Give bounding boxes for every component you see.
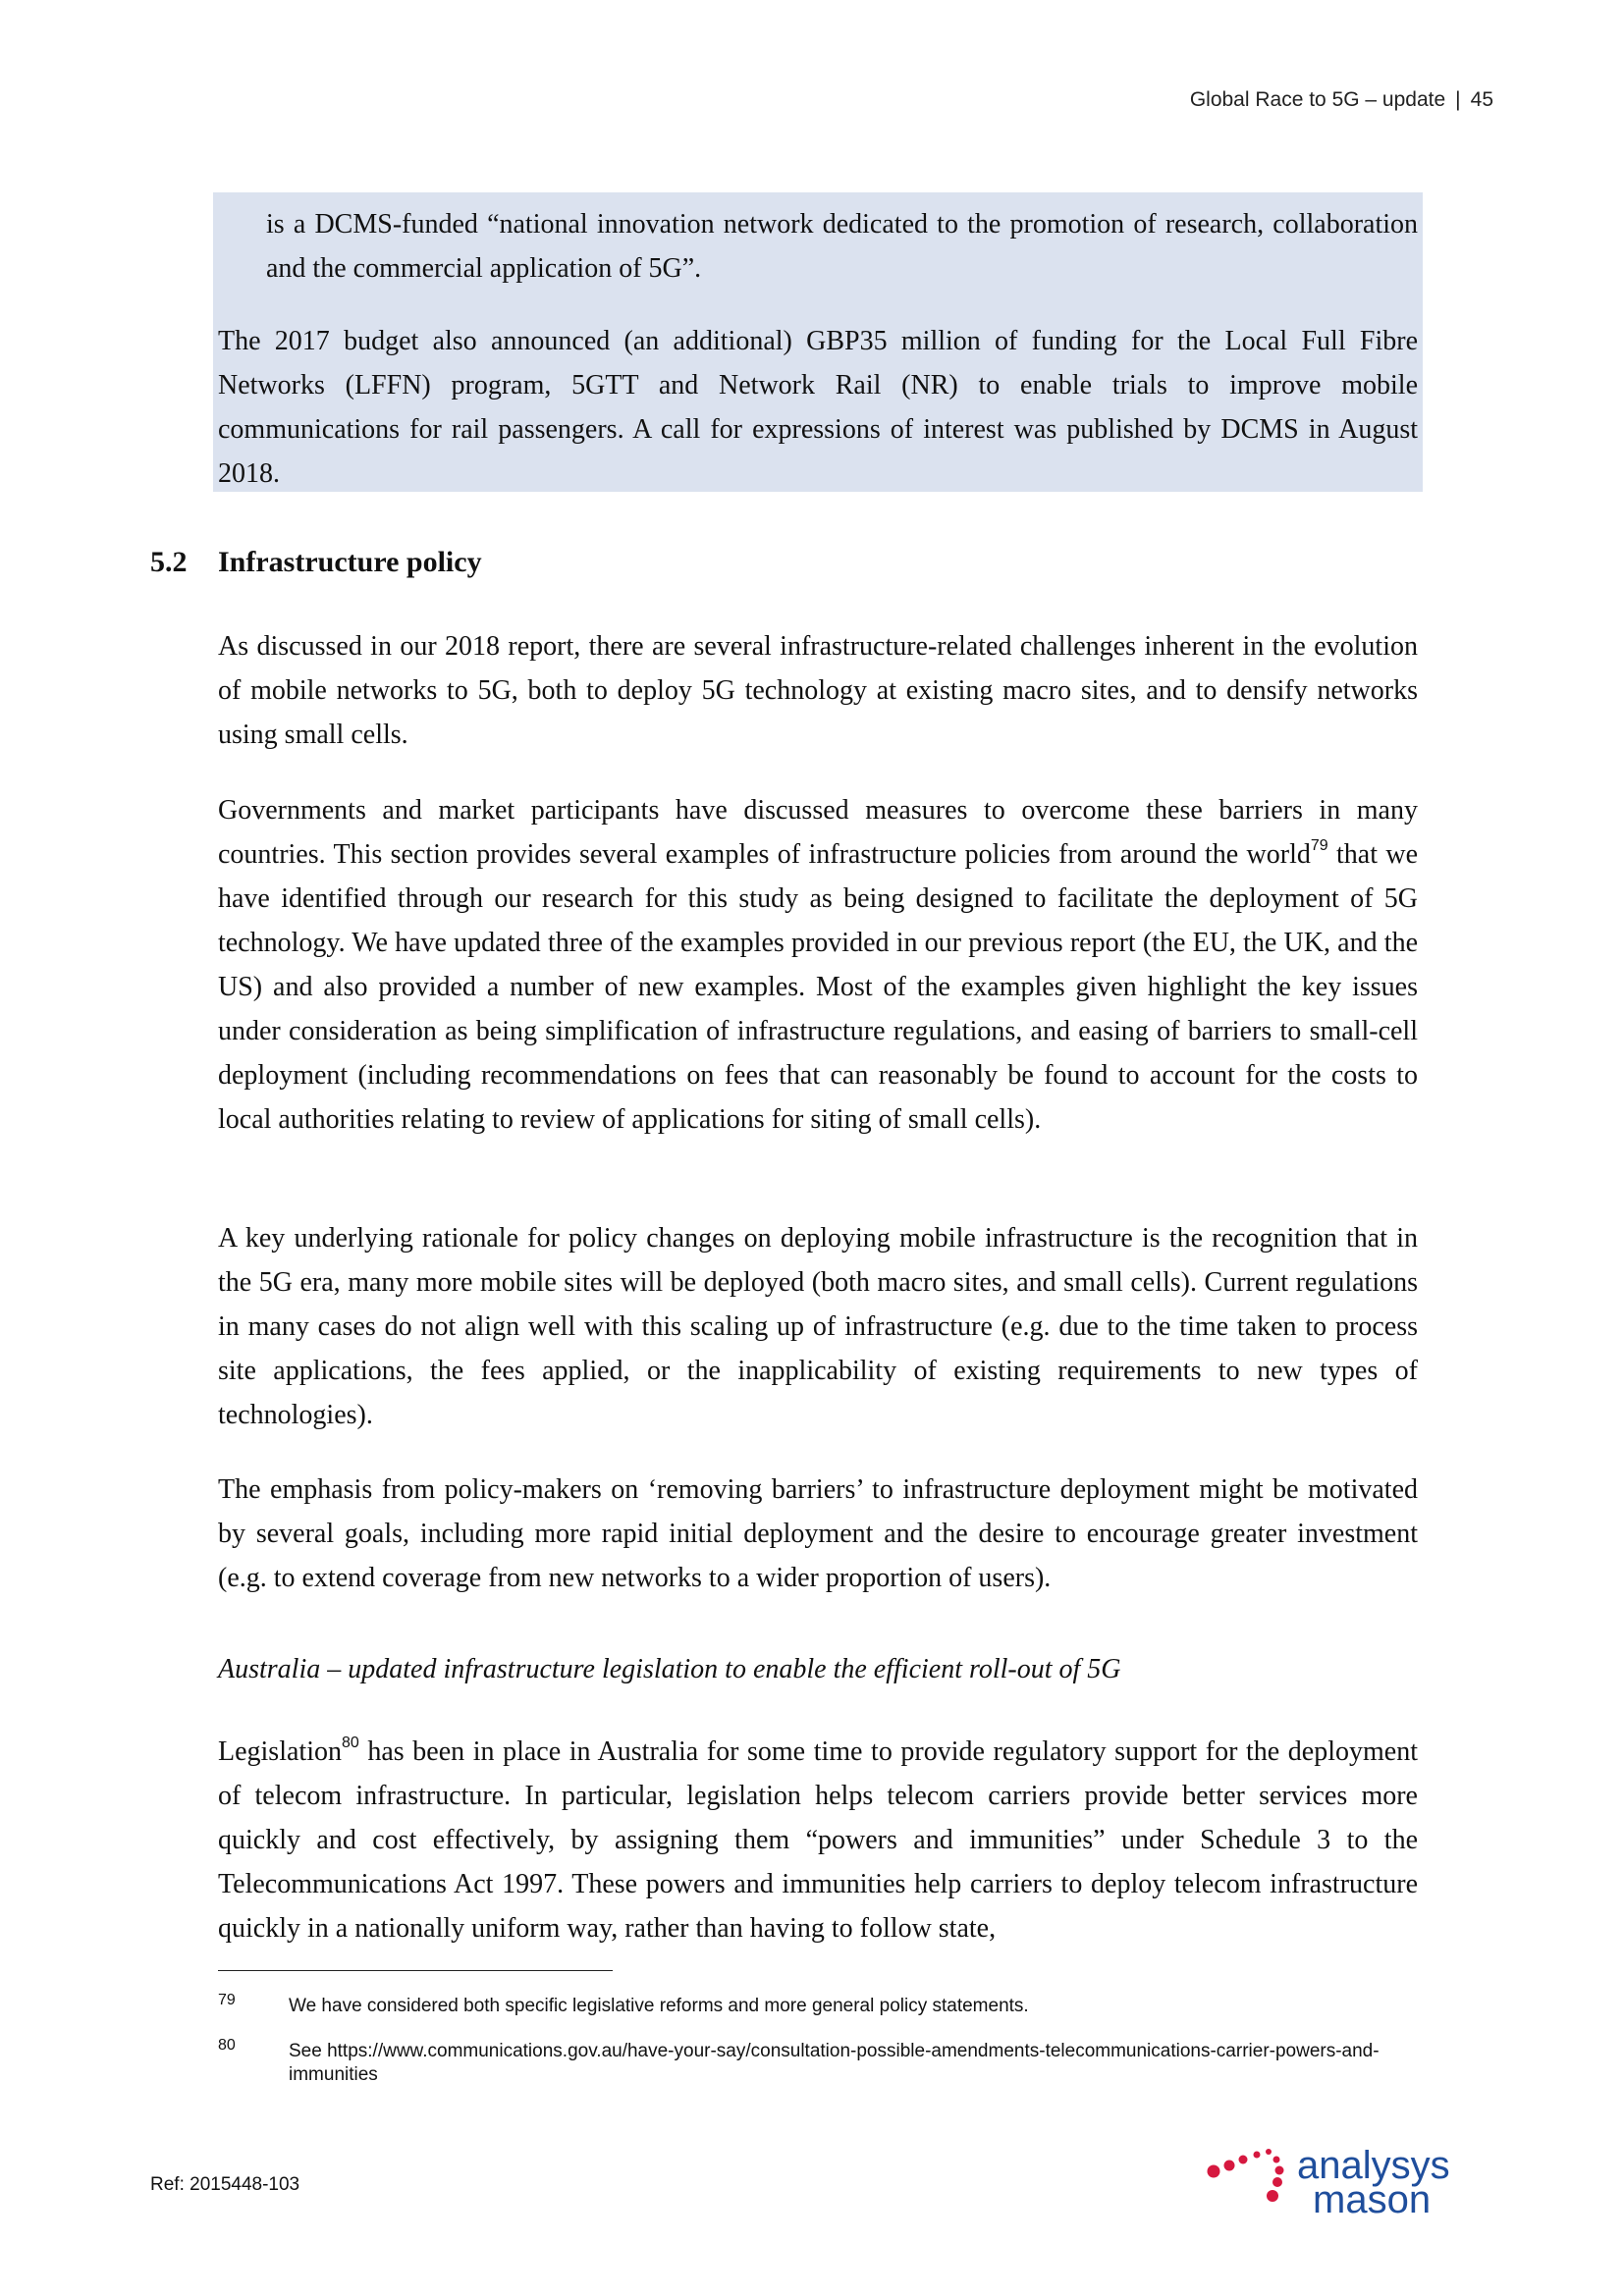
footnote-text: We have considered both specific legislative reforms and more general policy statements. xyxy=(289,1996,1029,2016)
footnote-divider xyxy=(218,1970,613,1971)
box-paragraph: The 2017 budget also announced (an additional) GBP35 million of funding for the Local Full Fibre Networks (LFFN) program, 5GTT and Network Rail (NR) to enable trials to improve mobile communications for rail passengers. A call for expressions of interest was published by DCMS in August 2018. xyxy=(218,326,1418,489)
section-title: Infrastructure policy xyxy=(218,546,482,578)
section-heading xyxy=(150,546,482,579)
document-reference: Ref: 2015448-103 xyxy=(150,2174,300,2195)
footnote-number: 79 xyxy=(218,1992,236,2008)
paragraph-4: The emphasis from policy-makers on ‘removing barriers’ to infrastructure deployment might be motivated by several goals, including more rapid initial deployment and the desire to encourage greater investment (e.g. to extend coverage from new networks to a wider proportion of users). xyxy=(218,1474,1418,1593)
header-title: Global Race to 5G – update xyxy=(1189,88,1446,111)
analysys-mason-logo xyxy=(1206,2140,1510,2218)
footnote-number: 80 xyxy=(218,2037,236,2054)
logo-text-analysys: analysys xyxy=(1297,2144,1450,2187)
footnote-ref-80[interactable]: 80 xyxy=(341,1735,359,1751)
running-header: Global Race to 5G – update | 45 xyxy=(1189,88,1493,111)
subheading-australia: Australia – updated infrastructure legislation to enable the efficient roll-out of 5G xyxy=(218,1654,1121,1684)
box-quote-continuation: is a DCMS-funded “national innovation network dedicated to the promotion of research, collaboration and the commercial application of 5G”. xyxy=(266,209,1418,284)
paragraph-3: A key underlying rationale for policy changes on deploying mobile infrastructure is the recognition that in the 5G era, many more mobile sites will be deployed (both macro sites, and small cells). Current regulations in many cases do not align well with this scaling up of infrastructure (e.g. due to the time taken to process site applications, the fees applied, or the inapplicability of existing requirements to new types of technologies). xyxy=(218,1223,1418,1430)
footnote-text[interactable]: See https://www.communications.gov.au/have-your-say/consultation-possible-amendments-telecommunications-carrier-powers-and-immunities xyxy=(289,2041,1380,2085)
paragraph-5: Legislation$^{80}$ has been in place in Australia for some time to provide regulatory support for the deployment of telecom infrastructure. In particular, legislation helps telecom carriers provide better services more quickly and cost effectively, by assigning them “powers and immunities” under Schedule 3 to the Telecommunications Act 1997. These powers and immunities help carriers to deploy telecom infrastructure quickly in a nationally uniform way, rather than having to follow state, xyxy=(218,1735,1418,1944)
section-number: 5.2 xyxy=(150,546,188,578)
footnote-ref-79[interactable]: 79 xyxy=(1310,837,1328,854)
page-number: 45 xyxy=(1470,88,1493,111)
paragraph-1: As discussed in our 2018 report, there are several infrastructure-related challenges inherent in the evolution of mobile networks to 5G, both to deploy 5G technology at existing macro sites, and to densify networks using small cells. xyxy=(218,631,1418,750)
logo-dots-icon xyxy=(1208,2149,1284,2202)
logo-text-mason: mason xyxy=(1313,2178,1432,2218)
paragraph-2: Governments and market participants have discussed measures to overcome these barriers in many countries. This section provides several examples of infrastructure policies from around the world$^{79}$ that we have identified through our research for this study as being designed to facilitate the deployment of 5G technology. We have updated three of the examples provided in our previous report (the EU, the UK, and the US) and also provided a number of new examples. Most of the examples given highlight the key issues under consideration as being simplification of infrastructure regulations, and easing of barriers to small-cell deployment (including recommendations on fees that can reasonably be found to account for the costs to local authorities relating to review of applications for siting of small cells). xyxy=(218,795,1418,1135)
